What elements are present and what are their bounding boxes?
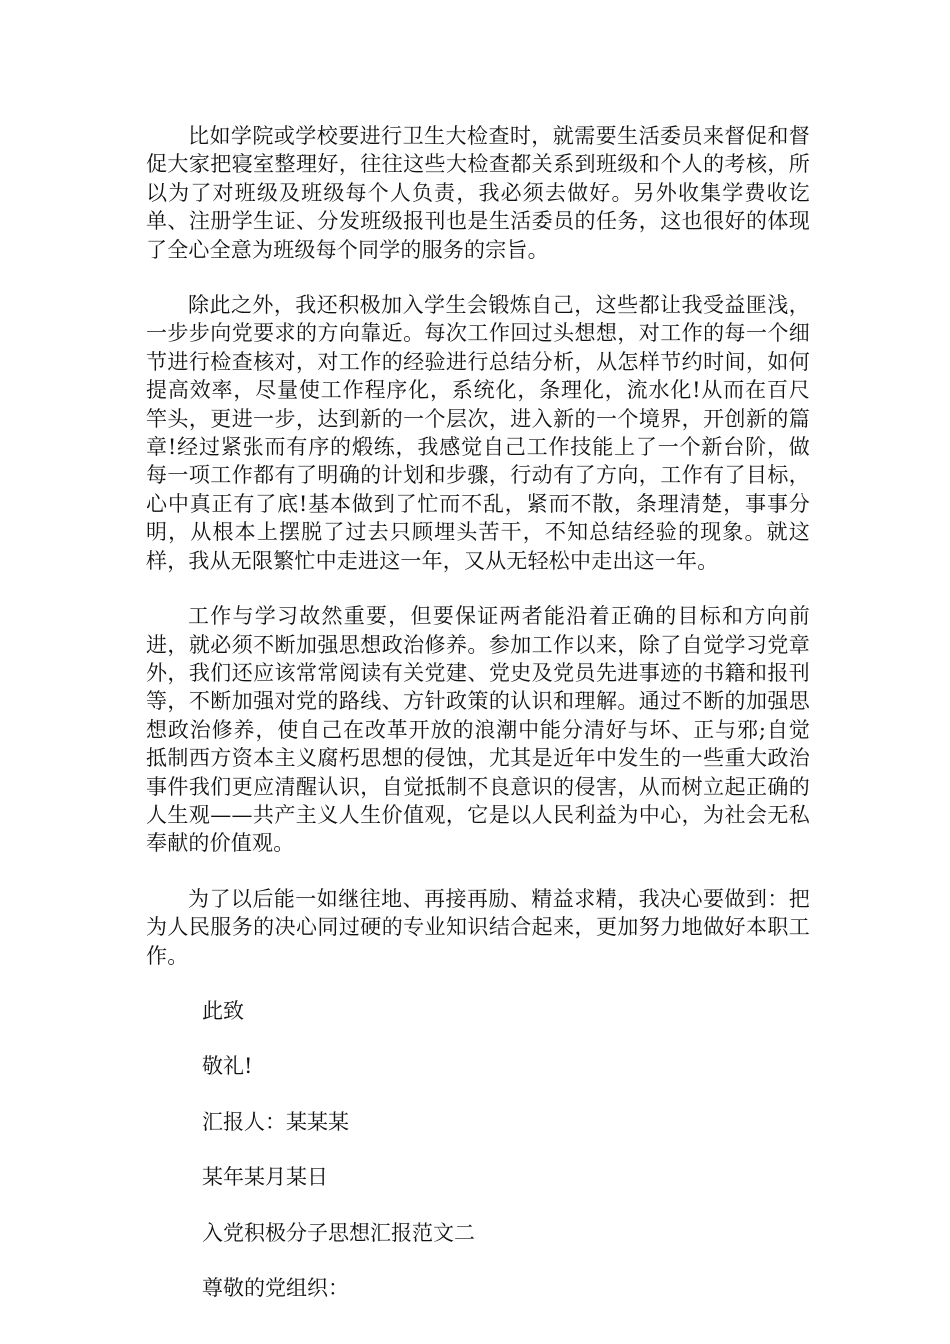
closing-line: 此致 — [202, 998, 244, 1023]
salute-line: 敬礼! — [202, 1054, 253, 1079]
greeting-line: 尊敬的党组织： — [202, 1276, 349, 1300]
date-line: 某年某月某日 — [202, 1165, 328, 1190]
reporter-line: 汇报人：某某某 — [202, 1109, 349, 1134]
paragraph-2: 除此之外，我还积极加入学生会锻炼自己，这些都让我受益匪浅，一步步向党要求的方向靠近。每次工作回过头想想，对工作的每一个细节进行检查核对，对工作的经验进行总结分析，从怎样节约时间，如何提高效率，尽量使工作程序化，系统化，条理化，流水化!从而在百尺竿头，更进一步，达到新的一个层次，进入新的一个境界，开创新的篇章!经过紧张而有序的煅练，我感觉自己工作技能上了一个新台阶，做每一项工作都有了明确的计划和步骤，行动有了方向，工作有了目标，心中真正有了底!基本做到了忙而不乱，紧而不散，条理清楚，事事分明，从根本上摆脱了过去只顾埋头苦干，不知总结经验的现象。就这样，我从无限繁忙中走进这一年，又从无轻松中走出这一年。 — [146, 293, 810, 573]
next-section-title: 入党积极分子思想汇报范文二 — [202, 1220, 475, 1245]
document-body — [146, 122, 810, 1329]
paragraph-3: 工作与学习故然重要，但要保证两者能沿着正确的目标和方向前进，就必须不断加强思想政治修养。参加工作以来，除了自觉学习党章外，我们还应该常常阅读有关党建、党史及党员先进事迹的书籍和报刊等，不断加强对党的路线、方针政策的认识和理解。通过不断的加强思想政治修养，使自己在改革开放的浪潮中能分清好与坏、正与邪;自觉抵制西方资本主义腐朽思想的侵蚀，尤其是近年中发生的一些重大政治事件我们更应清醒认识，自觉抵制不良意识的侵害，从而树立起正确的人生观——共产主义人生价值观，它是以人民利益为中心，为社会无私奉献的价值观。 — [146, 604, 810, 856]
paragraph-1: 比如学院或学校要进行卫生大检查时，就需要生活委员来督促和督促大家把寝室整理好，往往这些大检查都关系到班级和个人的考核，所以为了对班级及班级每个人负责，我必须去做好。另外收集学费收讫单、注册学生证、分发班级报刊也是生活委员的任务，这也很好的体现了全心全意为班级每个同学的服务的宗旨。 — [146, 124, 810, 262]
paragraph-4: 为了以后能一如继往地、再接再励、精益求精，我决心要做到：把为人民服务的决心同过硬的专业知识结合起来，更加努力地做好本职工作。 — [146, 886, 810, 968]
